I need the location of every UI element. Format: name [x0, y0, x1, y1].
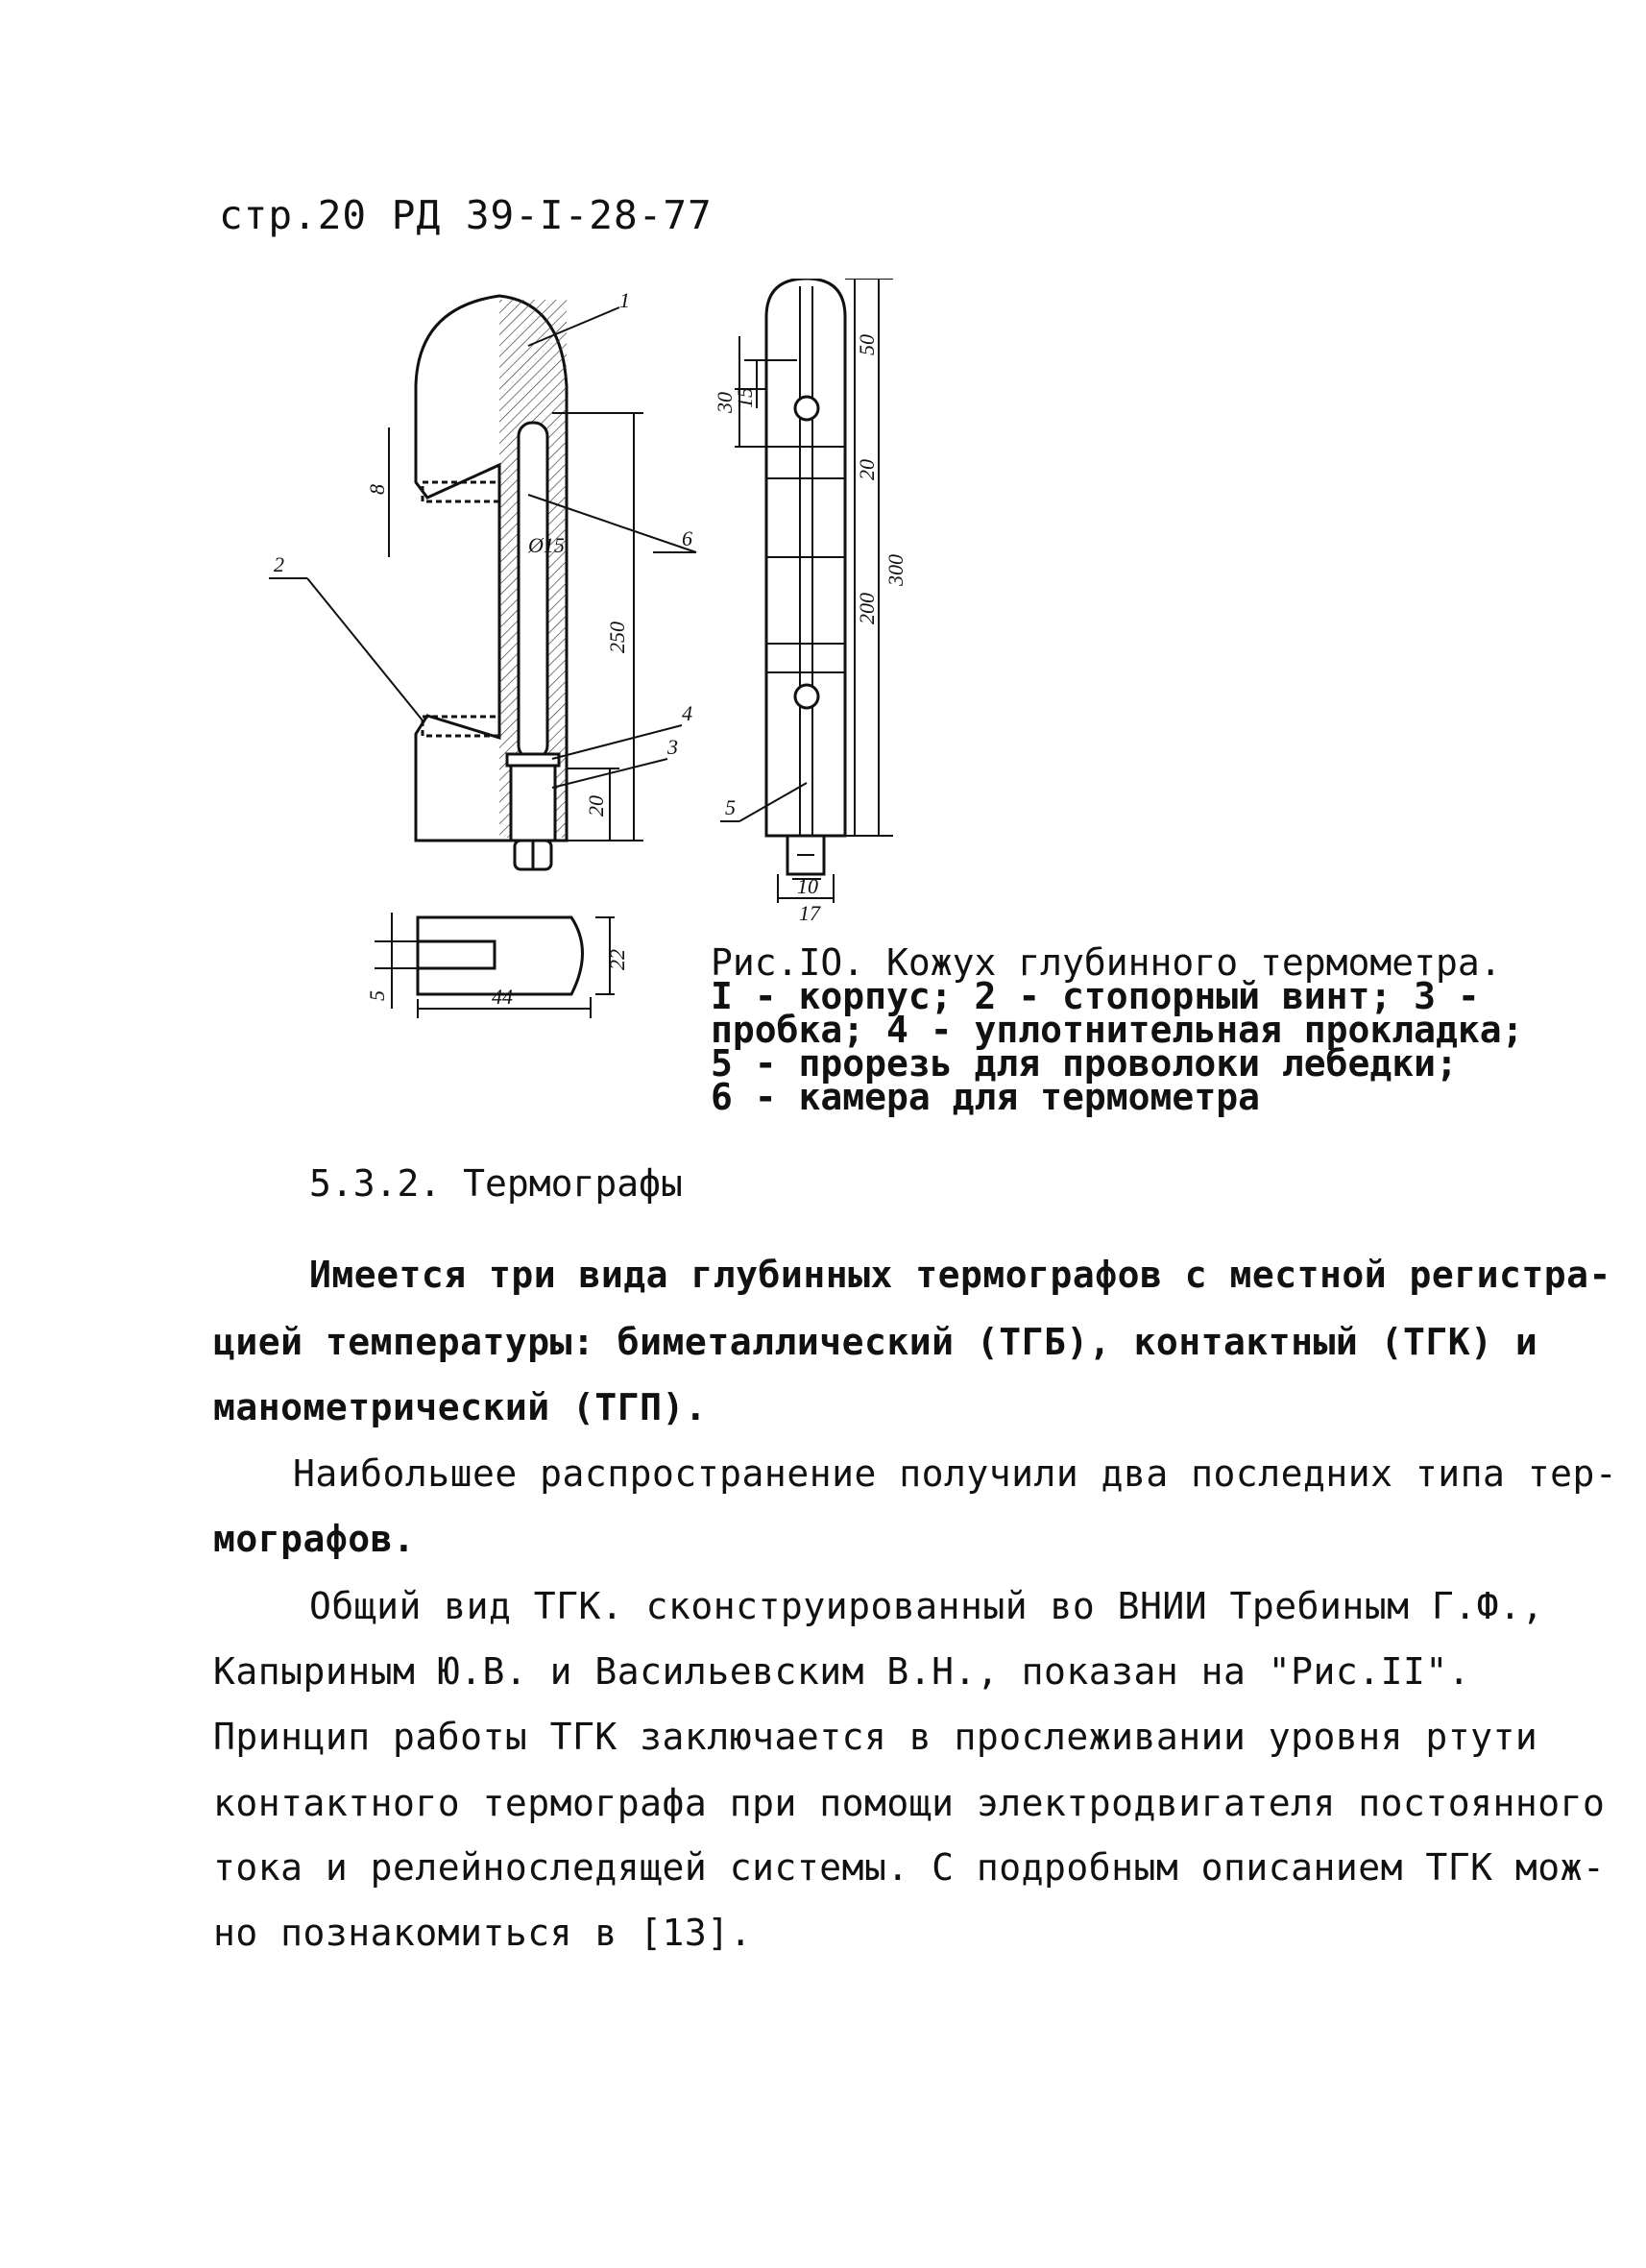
paragraph-line: манометрический (ТГП). [213, 1386, 708, 1428]
dim-8: 8 [365, 484, 389, 495]
dim-15: 15 [733, 387, 757, 408]
dim-10: 10 [797, 874, 818, 898]
dim-22: 22 [605, 949, 629, 970]
caption-line-2: пробка; 4 - уплотнительная прокладка; [711, 1009, 1524, 1051]
label-3: 3 [667, 735, 678, 759]
paragraph-line: мографов. [213, 1518, 416, 1560]
dim-5: 5 [365, 990, 389, 1001]
dim-50: 50 [855, 334, 879, 355]
label-1: 1 [619, 288, 630, 312]
label-2: 2 [274, 552, 284, 576]
label-4: 4 [682, 701, 692, 725]
dim-20b: 20 [855, 459, 879, 480]
dim-250: 250 [605, 622, 629, 653]
paragraph-line: контактного термографа при помощи электродвигателя постоянного [213, 1782, 1606, 1824]
caption-line-3: 5 - прорезь для проволоки лебедки; [711, 1042, 1458, 1085]
dim-15a: Ø15 [528, 533, 565, 557]
paragraph-line: Наибольшее распространение получили два последних типа тер- [293, 1452, 1618, 1495]
paragraph-line: тока и релейноследящей системы. С подробным описанием ТГК мож- [213, 1846, 1606, 1889]
paragraph-line: цией температуры: биметаллический (ТГБ), контактный (ТГК) и [213, 1321, 1538, 1363]
dim-17: 17 [799, 901, 820, 925]
paragraph-line: Общий вид ТГК. сконструированный во ВНИИ Требиным Г.Ф., [309, 1585, 1544, 1627]
paragraph-line: Принцип работы ТГК заключается в прослеживании уровня ртути [213, 1716, 1538, 1758]
caption-title: Рис.IO. Кожух глубинного термометра. [711, 941, 1502, 984]
thermometer-chamber [519, 423, 547, 759]
dim-20: 20 [584, 795, 608, 817]
label-6: 6 [682, 526, 692, 550]
figure-caption [711, 941, 1524, 1118]
plug-3 [511, 764, 555, 841]
gasket-4 [507, 754, 559, 766]
page-header: стр.20 РД 39-I-28-77 [219, 192, 713, 238]
paragraph-line: но познакомиться в [13]. [213, 1912, 753, 1954]
dim-44: 44 [492, 985, 513, 1009]
dim-300: 300 [884, 554, 908, 586]
label-5: 5 [725, 795, 736, 819]
section-heading: 5.3.2. Термографы [309, 1162, 683, 1205]
dim-30: 30 [713, 392, 737, 413]
caption-line-1: I - корпус; 2 - стопорный винт; 3 - [711, 975, 1480, 1017]
paragraph-line: Имеется три вида глубинных термографов с местной регистра- [309, 1254, 1611, 1296]
paragraph-line: Капыриным Ю.В. и Васильевским В.Н., показан на "Рис.II". [213, 1650, 1471, 1693]
dim-200: 200 [855, 593, 879, 624]
caption-line-4: 6 - камера для термометра [711, 1076, 1260, 1118]
